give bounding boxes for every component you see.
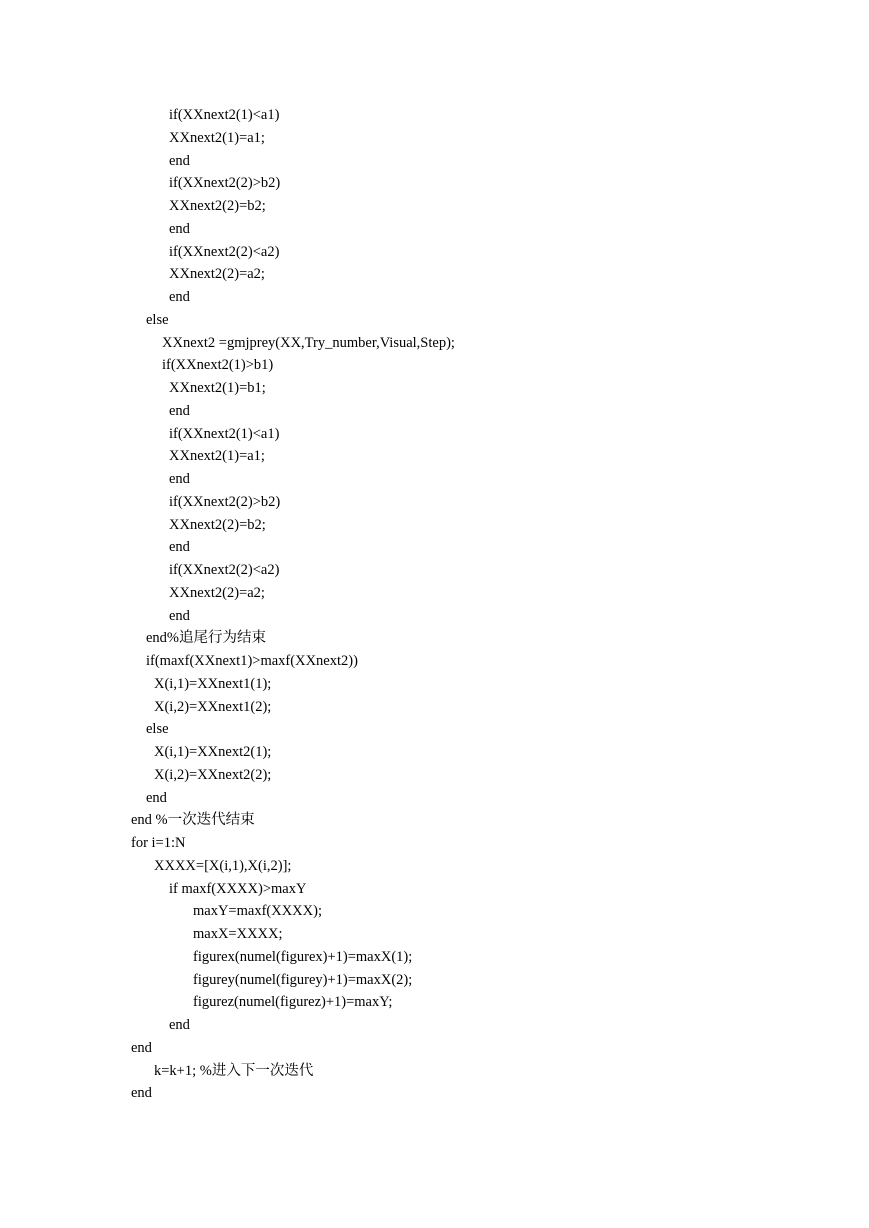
code-line: maxX=XXXX; — [193, 926, 283, 942]
code-line: XXnext2(1)=a1; — [169, 448, 265, 465]
code-line: k=k+1; %进入下一次迭代 — [154, 1062, 314, 1079]
code-line: figurez(numel(figurez)+1)=maxY; — [193, 994, 393, 1011]
code-line: if(maxf(XXnext1)>maxf(XXnext2)) — [146, 653, 358, 669]
code-line: if(XXnext2(1)>b1) — [162, 357, 274, 374]
code-line: XXnext2(2)=b2; — [169, 198, 266, 214]
code-line: end — [169, 607, 190, 624]
code-line: XXXX=[X(i,1),X(i,2)]; — [154, 857, 292, 874]
code-line: end — [169, 152, 190, 169]
code-line: end — [169, 1017, 190, 1033]
code-line: if(XXnext2(2)>b2) — [169, 175, 281, 192]
code-line: XXnext2(1)=a1; — [169, 129, 265, 146]
code-line: figurex(numel(figurex)+1)=maxX(1); — [193, 948, 413, 965]
code-line: X(i,2)=XXnext2(2); — [154, 766, 272, 783]
code-line: XXnext2(2)=b2; — [169, 516, 266, 533]
code-line: end — [131, 1085, 152, 1102]
code-line: XXnext2 =gmjprey(XX,Try_number,Visual,Step); — [162, 334, 455, 351]
code-line: X(i,1)=XXnext1(1); — [154, 675, 272, 692]
code-line: end — [131, 1039, 152, 1056]
code-line: XXnext2(1)=b1; — [169, 380, 266, 396]
code-listing — [0, 104, 869, 1105]
code-line: if(XXnext2(2)<a2) — [169, 243, 280, 260]
code-line: if(XXnext2(2)<a2) — [169, 562, 280, 578]
code-line: X(i,2)=XXnext1(2); — [154, 698, 272, 715]
code-line: if(XXnext2(2)>b2) — [169, 493, 281, 510]
code-line: XXnext2(2)=a2; — [169, 584, 265, 601]
code-line: end — [169, 289, 190, 305]
code-line: X(i,1)=XXnext2(1); — [154, 744, 272, 760]
code-line: XXnext2(2)=a2; — [169, 266, 265, 283]
code-line: maxY=maxf(XXXX); — [193, 903, 322, 920]
code-line: if(XXnext2(1)<a1) — [169, 107, 280, 123]
code-line: for i=1:N — [131, 835, 186, 851]
code-line: if maxf(XXXX)>maxY — [169, 880, 307, 897]
code-line: end — [169, 539, 190, 556]
code-line: figurey(numel(figurey)+1)=maxX(2); — [193, 971, 413, 988]
code-line: end — [169, 402, 190, 419]
code-line: else — [146, 311, 169, 328]
code-line: else — [146, 721, 169, 738]
code-line: end — [169, 471, 190, 487]
code-line: end — [169, 220, 190, 237]
code-line: end %一次迭代结束 — [131, 812, 255, 829]
code-line: if(XXnext2(1)<a1) — [169, 425, 280, 442]
code-line: end — [146, 789, 167, 806]
code-line: end%追尾行为结束 — [146, 630, 267, 647]
